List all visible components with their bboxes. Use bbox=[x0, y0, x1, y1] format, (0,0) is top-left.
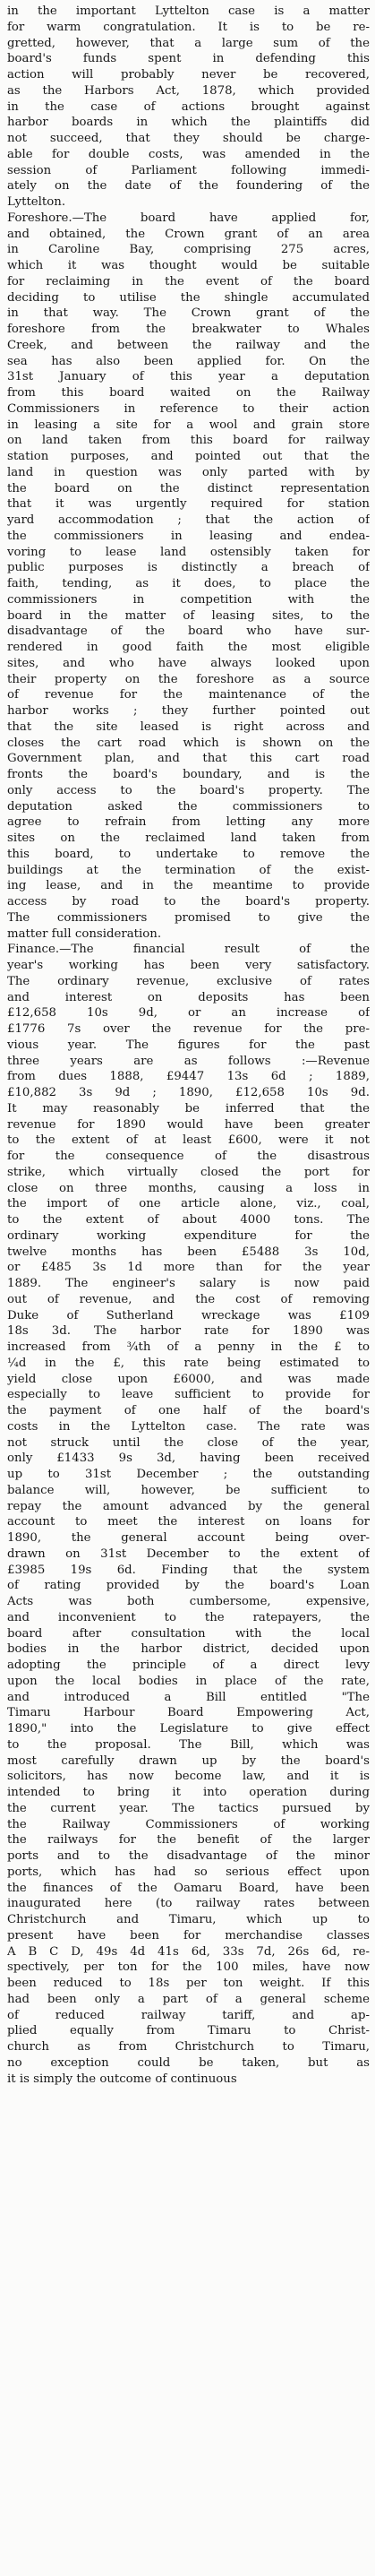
text-line: close on three months, causing a loss in bbox=[7, 1181, 370, 1195]
text-line: the board on the distinct representation bbox=[7, 481, 370, 495]
text-line: commissioners in competition with the bbox=[7, 592, 370, 607]
text-line: sea has also been applied for. On the bbox=[7, 354, 370, 368]
text-line: their property on the foreshore as a source bbox=[7, 672, 370, 686]
text-line: revenue for 1890 would have been greater bbox=[7, 1117, 370, 1132]
text-line: most carefully drawn up by the board's bbox=[7, 1753, 370, 1768]
text-line: buildings at the termination of the exist- bbox=[7, 863, 370, 877]
text-line: £12,658 10s 9d, or an increase of bbox=[7, 1006, 370, 1021]
text-line: of reduced railway tariff, and ap- bbox=[7, 2008, 370, 2022]
text-line: Commissioners in reference to their action bbox=[7, 401, 370, 416]
text-line: It may reasonably be inferred that the bbox=[7, 1101, 370, 1116]
text-line: Lyttelton. bbox=[7, 195, 66, 209]
text-line: £10,882 3s 9d ; 1890, £12,658 10s 9d. bbox=[7, 1086, 370, 1099]
text-line: church as from Christchurch to Timaru, bbox=[7, 2040, 370, 2054]
text-line: A B C D, 49s 4d 41s 6d, 33s 7d, 26s 6d, re- bbox=[7, 1944, 370, 1959]
text-line: it is simply the outcome of continuous bbox=[7, 2072, 237, 2086]
text-line: on land taken from this board for railway bbox=[7, 434, 370, 448]
text-line: rendered in good faith the most eligible bbox=[7, 641, 370, 654]
text-line: Government plan, and that this cart road bbox=[7, 752, 370, 766]
text-line: spectively, per ton for the 100 miles, have now bbox=[7, 1960, 370, 1975]
text-line: of revenue for the maintenance of the bbox=[7, 688, 370, 702]
text-line: only access to the board's property. The bbox=[7, 783, 370, 797]
text-line: 18s 3d. The harbor rate for 1890 was bbox=[7, 1324, 370, 1339]
text-line: 1890," into the Legislature to give effect bbox=[7, 1722, 370, 1736]
text-line: Foreshore.—The board have applied for, bbox=[7, 211, 370, 225]
text-line: year's working has been very satisfactory. bbox=[7, 959, 370, 972]
text-line: agree to refrain from letting any more bbox=[7, 815, 370, 830]
text-line: 31st January of this year a deputation bbox=[7, 370, 370, 384]
text-line: for the consequence of the disastrous bbox=[7, 1150, 370, 1163]
text-line: the railways for the benefit of the larger bbox=[7, 1833, 370, 1848]
text-line: balance will, however, be sufficient to bbox=[7, 1483, 370, 1497]
text-line: that it was urgently required for station bbox=[7, 497, 370, 512]
text-line: as the Harbors Act, 1878, which provided bbox=[7, 83, 370, 98]
text-line: ¼d in the £, this rate being estimated to bbox=[7, 1356, 370, 1370]
text-line: matter full consideration. bbox=[7, 926, 162, 941]
text-line: drawn on 31st December to the extent of bbox=[7, 1546, 370, 1561]
text-line: station purposes, and pointed out that the bbox=[7, 450, 370, 463]
text-line: which it was thought would be suitable bbox=[7, 259, 370, 272]
text-line: ports, which has had so serious effect upon bbox=[7, 1865, 370, 1879]
text-line: and interest on deposits has been bbox=[7, 990, 370, 1004]
text-line: Duke of Sutherland wreckage was £109 bbox=[7, 1308, 370, 1322]
text-line: the current year. The tactics pursued by bbox=[7, 1801, 370, 1815]
text-line: not struck until the close of the year, bbox=[7, 1435, 370, 1450]
text-line: not succeed, that they should be charge- bbox=[7, 132, 370, 145]
paragraph-finance bbox=[7, 942, 370, 2087]
text-line: 1890, the general account being over- bbox=[7, 1531, 370, 1545]
text-line: increased from ¾th of a penny in the £ to bbox=[7, 1340, 370, 1354]
text-line: harbor boards in which the plaintiffs did bbox=[7, 116, 370, 130]
text-line: £1776 7s over the revenue for the pre- bbox=[7, 1022, 370, 1036]
text-line: in leasing a site for a wool and grain store bbox=[7, 418, 370, 432]
text-line: vious year. The figures for the past bbox=[7, 1038, 370, 1052]
text-line: deputation asked the commissioners to bbox=[7, 799, 370, 814]
text-line: ports and to the disadvantage of the minor bbox=[7, 1849, 370, 1863]
text-line: yard accommodation ; that the action of bbox=[7, 513, 370, 527]
text-line: Christchurch and Timaru, which up to bbox=[7, 1913, 370, 1926]
text-line: Finance.—The financial result of the bbox=[7, 943, 370, 957]
text-line: present have been for merchandise classes bbox=[7, 1928, 370, 1943]
text-line: able for double costs, was amended in the bbox=[7, 147, 370, 161]
text-line: Timaru Harbour Board Empowering Act, bbox=[7, 1706, 370, 1720]
text-line: the Railway Commissioners of working bbox=[7, 1817, 370, 1831]
text-line: faith, tending, as it does, to place the bbox=[7, 577, 370, 590]
text-line: the import of one article alone, viz., coal, bbox=[7, 1197, 370, 1211]
text-line: three years are as follows :—Revenue bbox=[7, 1054, 370, 1068]
text-line: out of revenue, and the cost of removing bbox=[7, 1292, 370, 1306]
text-line: in the case of actions brought against bbox=[7, 99, 370, 114]
paragraph-lyttelton-case bbox=[7, 4, 370, 211]
text-line: action will probably never be recovered, bbox=[7, 68, 370, 82]
text-line: for warm congratulation. It is to be re- bbox=[7, 20, 370, 34]
text-line: only £1433 9s 3d, having been received bbox=[7, 1452, 370, 1466]
paragraph-foreshore bbox=[7, 211, 370, 943]
text-line: ing lease, and in the meantime to provide bbox=[7, 879, 370, 893]
text-line: twelve months has been £5488 3s 10d, bbox=[7, 1245, 370, 1259]
text-line: sites on the reclaimed land taken from bbox=[7, 831, 370, 845]
text-line: foreshore from the breakwater to Whales bbox=[7, 323, 370, 336]
text-line: the commissioners in leasing and endea- bbox=[7, 529, 370, 543]
text-line: for reclaiming in the event of the board bbox=[7, 274, 370, 289]
text-line: ately on the date of the foundering of the bbox=[7, 179, 370, 194]
text-line: the payment of one half of the board's bbox=[7, 1404, 370, 1417]
text-line: to the extent of at least £600, were it not bbox=[7, 1133, 370, 1148]
text-line: harbor works ; they further pointed out bbox=[7, 704, 370, 718]
text-line: the finances of the Oamaru Board, have been bbox=[7, 1881, 370, 1895]
text-line: in that way. The Crown grant of the bbox=[7, 306, 370, 321]
text-line: gretted, however, that a large sum of the bbox=[7, 36, 370, 50]
text-line: Acts was both cumbersome, expensive, bbox=[7, 1595, 370, 1608]
text-line: to the proposal. The Bill, which was bbox=[7, 1737, 370, 1752]
text-line: board's funds spent in defending this bbox=[7, 52, 370, 66]
text-line: that the site leased is right across and bbox=[7, 719, 370, 734]
text-line: session of Parliament following immedi- bbox=[7, 163, 370, 177]
text-line: or £485 3s 1d more than for the year bbox=[7, 1261, 370, 1275]
text-line: no exception could be taken, but as bbox=[7, 2055, 370, 2070]
text-line: repay the amount advanced by the general bbox=[7, 1499, 370, 1513]
text-line: had been only a part of a general scheme bbox=[7, 1992, 370, 2006]
text-line: The ordinary revenue, exclusive of rates bbox=[7, 974, 370, 988]
text-line: deciding to utilise the shingle accumulated bbox=[7, 290, 370, 305]
text-line: and obtained, the Crown grant of an area bbox=[7, 227, 370, 241]
text-line: closes the cart road which is shown on the bbox=[7, 736, 370, 750]
text-line: up to 31st December ; the outstanding bbox=[7, 1468, 370, 1481]
text-line: upon the local bodies in place of the rate, bbox=[7, 1674, 370, 1688]
text-line: this board, to undertake to remove the bbox=[7, 847, 370, 861]
text-line: solicitors, has now become law, and it is bbox=[7, 1770, 370, 1784]
text-line: Creek, and between the railway and the bbox=[7, 338, 370, 352]
text-line: The commissioners promised to give the bbox=[7, 910, 370, 925]
text-line: £3985 19s 6d. Finding that the system bbox=[7, 1563, 370, 1577]
text-line: access by road to the board's property. bbox=[7, 895, 370, 909]
text-line: been reduced to 18s per ton weight. If this bbox=[7, 1977, 370, 1990]
text-line: public purposes is distinctly a breach of bbox=[7, 561, 370, 575]
text-line: of rating provided by the board's Loan bbox=[7, 1579, 370, 1593]
text-line: especially to leave sufficient to provide for bbox=[7, 1388, 370, 1402]
text-line: board after consultation with the local bbox=[7, 1626, 370, 1641]
text-line: in the important Lyttelton case is a matter bbox=[7, 4, 370, 18]
text-line: board in the matter of leasing sites, to the bbox=[7, 608, 370, 623]
text-line: sites, and who have always looked upon bbox=[7, 656, 370, 670]
text-line: and introduced a Bill entitled "The bbox=[7, 1690, 370, 1704]
text-line: costs in the Lyttelton case. The rate was bbox=[7, 1419, 370, 1434]
text-line: adopting the principle of a direct levy bbox=[7, 1658, 370, 1672]
text-line: land in question was only parted with by bbox=[7, 465, 370, 479]
text-line: yield close upon £6000, and was made bbox=[7, 1372, 370, 1386]
text-line: bodies in the harbor district, decided upon bbox=[7, 1642, 370, 1657]
text-line: account to meet the interest on loans for bbox=[7, 1515, 370, 1529]
text-line: from dues 1888, £9447 13s 6d ; 1889, bbox=[7, 1070, 370, 1084]
text-line: fronts the board's boundary, and is the bbox=[7, 768, 370, 781]
text-line: plied equally from Timaru to Christ- bbox=[7, 2024, 370, 2038]
text-line: and inconvenient to the ratepayers, the bbox=[7, 1610, 370, 1624]
text-line: intended to bring it into operation during bbox=[7, 1786, 370, 1799]
text-line: 1889. The engineer's salary is now paid bbox=[7, 1277, 370, 1290]
text-line: from this board waited on the Railway bbox=[7, 386, 370, 400]
text-line: strike, which virtually closed the port for bbox=[7, 1165, 370, 1179]
text-line: inaugurated here (to railway rates between bbox=[7, 1897, 370, 1911]
text-line: voring to lease land ostensibly taken for bbox=[7, 545, 370, 559]
text-line: in Caroline Bay, comprising 275 acres, bbox=[7, 243, 370, 257]
text-line: to the extent of about 4000 tons. The bbox=[7, 1213, 370, 1227]
text-line: disadvantage of the board who have sur- bbox=[7, 625, 370, 639]
text-line: ordinary working expenditure for the bbox=[7, 1228, 370, 1243]
